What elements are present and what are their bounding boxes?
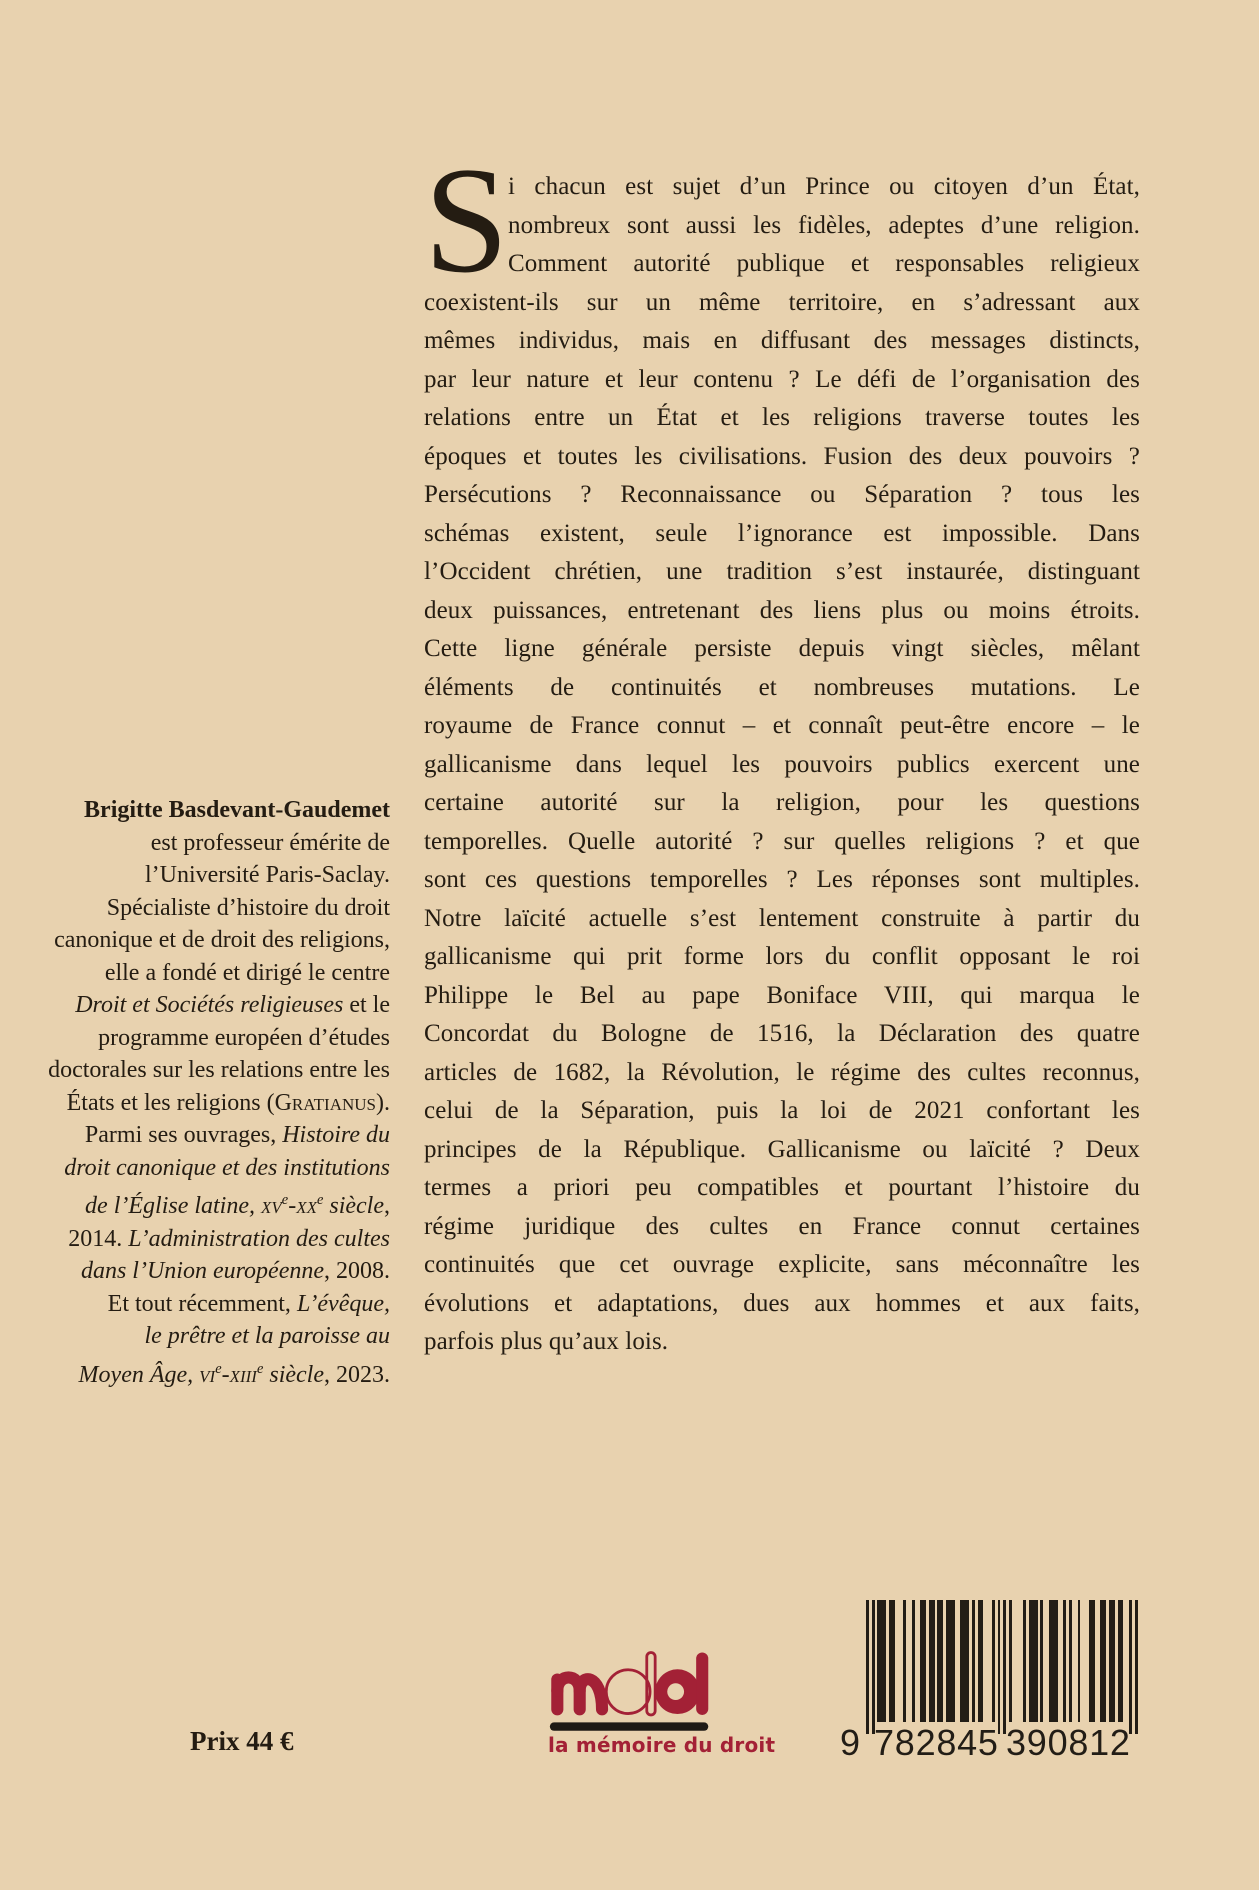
- bio-segment: est professeur émérite de: [150, 829, 390, 856]
- synopsis-line: Comment autorité publique et responsables religieux: [508, 250, 1140, 277]
- synopsis-line: deux puissances, entretenant des liens plus ou moins étroits.: [424, 596, 1140, 624]
- synopsis-line: gallicanisme dans lequel les pouvoirs publics exercent une: [424, 750, 1140, 778]
- bio-line: [40, 892, 390, 925]
- barcode-bar: [1049, 1600, 1058, 1722]
- synopsis-line: Concordat du Bologne de 1516, la Déclaration des quatre: [424, 1020, 1140, 1047]
- bio-segment: xv: [261, 1193, 282, 1219]
- synopsis-line: termes a priori peu compatibles et pourtant l’histoire du: [424, 1174, 1140, 1201]
- bio-segment: xx: [296, 1193, 317, 1219]
- bio-segment: dans l’Union européenne: [80, 1258, 324, 1284]
- logo-underline-bar: [550, 1722, 708, 1730]
- author-bio: [40, 794, 390, 1391]
- dropcap-letter: S: [424, 136, 509, 304]
- barcode-space: [983, 1600, 992, 1722]
- barcode-digit: 5: [977, 1722, 998, 1763]
- bio-line: [40, 1223, 390, 1256]
- bio-segment: ).: [376, 1089, 390, 1116]
- barcode: [840, 1600, 1138, 1763]
- synopsis-line: temporelles. Quelle autorité ? sur quelles religions ? et que: [424, 827, 1140, 855]
- synopsis-line: principes de la République. Gallicanisme ou laïcité ? Deux: [424, 1135, 1140, 1163]
- bio-segment: e: [316, 1192, 324, 1208]
- barcode-digit: 8: [936, 1722, 957, 1763]
- synopsis-line: coexistent-ils sur un même territoire, en s’adressant aux: [424, 288, 1140, 316]
- bio-segment: programme européen d’études: [98, 1024, 390, 1051]
- bio-segment: -: [288, 1193, 297, 1219]
- bio-segment: droit canonique et des institutions: [64, 1154, 390, 1181]
- barcode-digit: 3: [1006, 1722, 1027, 1763]
- synopsis-line: régime juridique des cultes en France connut certaines: [424, 1212, 1140, 1240]
- bio-line: [40, 957, 390, 990]
- bio-line: [40, 1022, 390, 1055]
- synopsis-line: celui de la Séparation, puis la loi de 2021 confortant les: [424, 1097, 1140, 1124]
- synopsis-line: sont ces questions temporelles ? Les réponses sont multiples.: [424, 866, 1140, 893]
- bio-line: [40, 859, 390, 892]
- bio-line: [40, 924, 390, 957]
- bio-segment: l’Université Paris-Saclay.: [144, 862, 390, 888]
- bio-segment: Droit et Sociétés religieuses: [75, 992, 344, 1018]
- synopsis-line: Notre laïcité actuelle s’est lentement construite à partir du: [424, 904, 1140, 932]
- bio-line: [40, 1152, 390, 1185]
- synopsis-line: Philippe le Bel au pape Boniface VIII, qui marqua le: [424, 981, 1140, 1009]
- synopsis-line: continuités que cet ouvrage explicite, sans méconnaître les: [424, 1251, 1140, 1278]
- synopsis-text: [424, 136, 1140, 1362]
- logo-letter-m: [557, 1677, 602, 1709]
- synopsis-line: royaume de France connut – et connaît peut-être encore – le: [424, 712, 1140, 739]
- synopsis-line: par leur nature et leur contenu ? Le défi de l’organisation des: [424, 365, 1140, 393]
- publisher-tagline: la mémoire du droit: [548, 1733, 776, 1757]
- synopsis-line: articles de 1682, la Révolution, le régime des cultes reconnus,: [424, 1058, 1140, 1086]
- bio-line: [40, 1353, 390, 1392]
- bio-segment: , 2008.: [324, 1258, 390, 1284]
- bio-segment: vi: [199, 1361, 216, 1388]
- synopsis-line: i chacun est sujet d’un Prince ou citoyen d’un État,: [508, 173, 1140, 200]
- bio-line: [40, 827, 390, 860]
- bio-line: [40, 989, 390, 1022]
- synopsis-line: certaine autorité sur la religion, pour les questions: [424, 789, 1140, 816]
- barcode-digit: 7: [874, 1722, 895, 1763]
- barcode-space: [1012, 1600, 1023, 1722]
- publisher-block: [548, 1642, 776, 1757]
- bio-line: [40, 1255, 390, 1288]
- synopsis-line: évolutions et adaptations, dues aux hommes et aux faits,: [424, 1289, 1140, 1317]
- bio-segment: canonique et de droit des religions,: [54, 927, 390, 953]
- bio-line: [40, 1320, 390, 1353]
- barcode-digits-left: [874, 1723, 998, 1763]
- bio-line: [40, 1054, 390, 1087]
- bio-segment: de l’Église latine,: [85, 1193, 262, 1219]
- bio-line: [40, 794, 390, 827]
- bio-segment: doctorales sur les relations entre les: [48, 1057, 390, 1083]
- barcode-bar: [960, 1600, 969, 1722]
- bio-segment: Moyen Âge,: [78, 1361, 200, 1388]
- synopsis-line: Cette ligne générale persiste depuis vingt siècles, mêlant: [424, 635, 1140, 662]
- bio-segment: Parmi ses ouvrages,: [84, 1122, 283, 1148]
- logo-letter-d-filled: [655, 1653, 708, 1715]
- bio-segment: siècle: [323, 1193, 384, 1219]
- barcode-bar: [1135, 1600, 1138, 1734]
- synopsis-line: parfois plus qu’aux lois.: [424, 1328, 669, 1355]
- barcode-digits-right: [1006, 1723, 1130, 1763]
- barcode-digit: 9: [1026, 1722, 1047, 1763]
- bio-segment: e: [215, 1360, 222, 1377]
- barcode-digit: 0: [1047, 1722, 1068, 1763]
- barcode-digit: 1: [1089, 1722, 1110, 1763]
- bio-segment: -: [221, 1361, 230, 1388]
- bio-line: [40, 1119, 390, 1152]
- logo-letter-d-outline: [606, 1653, 655, 1715]
- bio-segment: xiii: [229, 1361, 257, 1388]
- bio-segment: et le: [343, 992, 390, 1018]
- synopsis-line: schémas existent, seule l’ignorance est impossible. Dans: [424, 519, 1140, 547]
- bio-segment: siècle: [263, 1361, 324, 1388]
- bio-segment: ,: [384, 1193, 390, 1219]
- bio-segment: Histoire du: [282, 1122, 390, 1148]
- bio-segment: e: [256, 1360, 264, 1377]
- barcode-digit: 8: [1068, 1722, 1089, 1763]
- synopsis-line: relations entre un État et les religions traverse toutes les: [424, 404, 1140, 431]
- bio-line: [40, 1288, 390, 1321]
- bio-line: [40, 1087, 390, 1120]
- synopsis-line: nombreux sont aussi les fidèles, adeptes d’une religion.: [508, 211, 1140, 239]
- bio-segment: 2014.: [68, 1225, 129, 1252]
- barcode-bar: [946, 1600, 955, 1722]
- bio-line: [40, 1184, 390, 1223]
- bio-segment: Brigitte Basdevant-Gaudemet: [84, 797, 390, 823]
- bio-segment: Et tout récemment,: [107, 1290, 297, 1317]
- synopsis-block: [424, 136, 1140, 1362]
- synopsis-line: Persécutions ? Reconnaissance ou Séparation ? tous les: [424, 481, 1140, 508]
- synopsis-line: gallicanisme qui prit forme lors du conflit opposant le roi: [424, 943, 1140, 970]
- barcode-bar: [877, 1600, 886, 1722]
- synopsis-line: mêmes individus, mais en diffusant des messages distincts,: [424, 327, 1140, 354]
- barcode-space: [895, 1600, 904, 1722]
- synopsis-line: l’Occident chrétien, une tradition s’est instaurée, distinguant: [424, 558, 1140, 585]
- barcode-digit-first: 9: [840, 1722, 861, 1763]
- bio-segment: e: [281, 1192, 289, 1208]
- price-label: Prix 44 €: [190, 1726, 294, 1756]
- bio-segment: Spécialiste d’histoire du droit: [106, 894, 390, 921]
- bio-segment: le prêtre et la paroisse au: [144, 1323, 390, 1349]
- barcode-digit: 8: [894, 1722, 915, 1763]
- synopsis-line: éléments de continuités et nombreuses mutations. Le: [424, 673, 1140, 701]
- barcode-digit: 2: [1109, 1722, 1130, 1763]
- bio-segment: L’évêque,: [296, 1290, 390, 1317]
- barcode-digits: [840, 1722, 1138, 1763]
- bio-segment: elle a fondé et dirigé le centre: [104, 959, 390, 986]
- barcode-bars: [866, 1600, 1138, 1734]
- barcode-space: [1080, 1600, 1089, 1722]
- synopsis-line: époques et toutes les civilisations. Fusion des deux pouvoirs ?: [424, 442, 1140, 470]
- barcode-digit: 2: [915, 1722, 936, 1763]
- barcode-digit: 4: [957, 1722, 978, 1763]
- barcode-bar: [1029, 1600, 1038, 1722]
- bio-segment: L’administration des cultes: [128, 1225, 390, 1252]
- bio-segment: Gratianus: [274, 1089, 376, 1116]
- bio-segment: États et les religions (: [66, 1089, 275, 1116]
- bio-segment: , 2023.: [324, 1361, 390, 1388]
- mdd-logo: [548, 1642, 712, 1732]
